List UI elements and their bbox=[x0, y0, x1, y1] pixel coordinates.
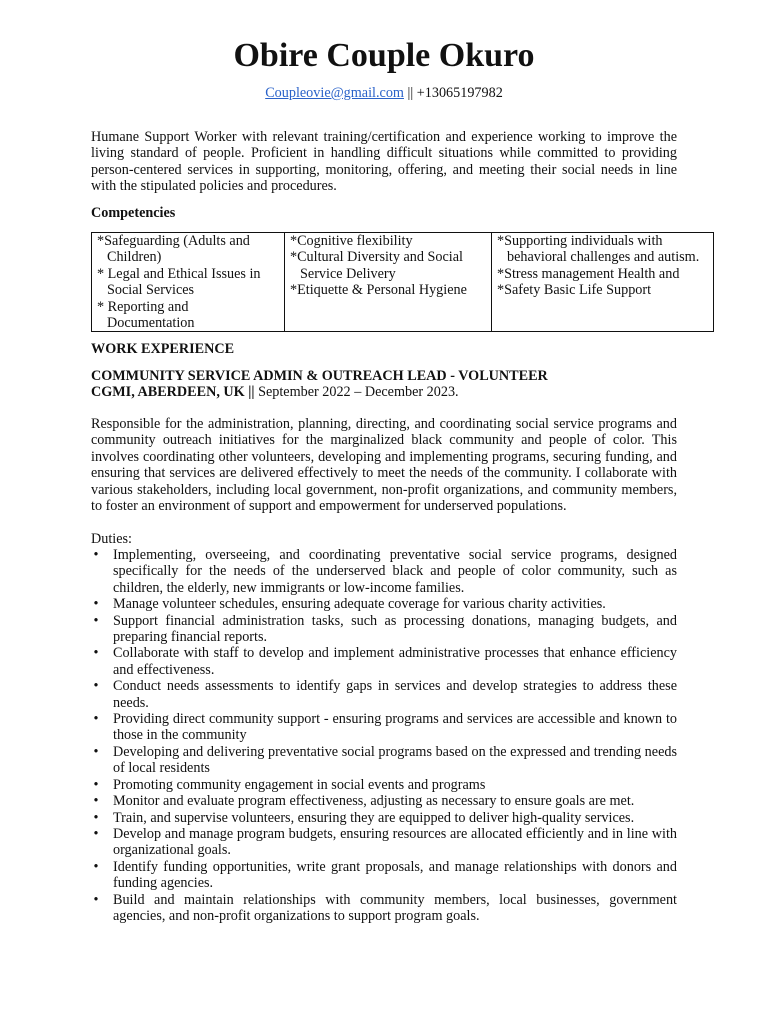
job-header bbox=[91, 368, 548, 401]
bullet-icon: • bbox=[93, 678, 99, 695]
duty-item bbox=[91, 596, 677, 612]
duties-label: Duties: bbox=[91, 531, 132, 547]
duty-item bbox=[91, 810, 677, 826]
duty-text: Build and maintain relationships with community members, local businesses, government agencies, and non-profit organizations to support program goals. bbox=[113, 891, 677, 924]
bullet-icon: • bbox=[93, 793, 99, 810]
duty-item bbox=[91, 777, 677, 793]
job-dates: September 2022 – December 2023. bbox=[254, 384, 459, 401]
competencies-column-2 bbox=[285, 233, 492, 332]
competency-item: * Reporting and Documentation bbox=[97, 298, 195, 332]
competency-item: *Supporting individuals with behavioral challenges and autism. bbox=[497, 233, 700, 266]
bullet-icon: • bbox=[93, 711, 99, 728]
job-role: COMMUNITY SERVICE ADMIN & OUTREACH LEAD - VOLUNTEER bbox=[91, 368, 548, 384]
candidate-name: Obire Couple Okuro bbox=[233, 37, 535, 74]
duty-text: Train, and supervise volunteers, ensuring they are equipped to deliver high-quality services. bbox=[113, 809, 635, 826]
phone-number: +13065197982 bbox=[416, 85, 503, 101]
duty-item bbox=[91, 711, 677, 744]
duty-item bbox=[91, 547, 677, 596]
duty-text: Support financial administration tasks, such as processing donations, managing budgets, and preparing financial reports. bbox=[113, 612, 677, 646]
bullet-icon: • bbox=[93, 858, 99, 875]
duty-text: Promoting community engagement in social events and programs bbox=[113, 776, 486, 793]
bullet-icon: • bbox=[93, 645, 99, 662]
duties-list bbox=[91, 547, 677, 924]
duty-item bbox=[91, 793, 677, 809]
competency-item: * Legal and Ethical Issues in Social Services bbox=[97, 265, 261, 299]
duty-text: Identify funding opportunities, write grant proposals, and manage relationships with donors and funding agencies. bbox=[113, 858, 677, 892]
duty-text: Providing direct community support - ensuring programs and services are accessible and known to those in the community bbox=[113, 711, 677, 744]
competency-item: *Safety Basic Life Support bbox=[497, 282, 652, 299]
duty-text: Developing and delivering preventative social programs based on the expressed and trending needs of local residents bbox=[113, 743, 677, 777]
duty-text: Implementing, overseeing, and coordinating preventative social service programs, designed specifically for the needs of the underserved black and people of color community, such as children, the elderly, new immigrants or low-income families. bbox=[113, 547, 677, 596]
duty-item bbox=[91, 859, 677, 892]
duty-text: Conduct needs assessments to identify gaps in services and develop strategies to address these needs. bbox=[113, 678, 677, 711]
duty-text: Develop and manage program budgets, ensuring resources are allocated efficiently and in line with organizational goals. bbox=[113, 825, 677, 859]
profile-summary: Humane Support Worker with relevant training/certification and experience working to improve the living standard of people. Proficient in handling difficult situations while committed to providing person-centered services in supporting, monitoring, offering, and meeting their social needs in line with the stipulated policies and procedures. bbox=[91, 129, 677, 195]
duty-item bbox=[91, 613, 677, 646]
competency-item: *Stress management Health and bbox=[497, 265, 680, 282]
contact-separator: || bbox=[403, 85, 417, 101]
competencies-column-1 bbox=[92, 233, 285, 332]
bullet-icon: • bbox=[93, 825, 99, 842]
duty-text: Monitor and evaluate program effectiveness, adjusting as necessary to ensure goals are met. bbox=[113, 793, 635, 810]
competency-item: *Etiquette & Personal Hygiene bbox=[290, 282, 467, 299]
duty-item bbox=[91, 892, 677, 925]
competencies-column-3 bbox=[492, 233, 714, 332]
duty-item bbox=[91, 645, 677, 678]
competency-item: *Safeguarding (Adults and Children) bbox=[97, 233, 250, 266]
email-link[interactable]: Coupleovie@gmail.com bbox=[265, 85, 404, 101]
competencies-row bbox=[92, 233, 714, 332]
contact-line bbox=[0, 85, 768, 101]
bullet-icon: • bbox=[93, 547, 99, 563]
competency-item: *Cognitive flexibility bbox=[290, 233, 413, 249]
bullet-icon: • bbox=[93, 596, 99, 613]
duty-item bbox=[91, 678, 677, 711]
duty-item bbox=[91, 744, 677, 777]
job-description: Responsible for the administration, planning, directing, and coordinating social service programs and community outreach initiatives for the marginalized black community and people of color. This involves coordinating other volunteers, developing and implementing programs, securing funding, and ensuring that services are delivered effectively to meet the needs of the community. I collaborate with various stakeholders, including local government, non-profit organizations, and community members, to foster an environment of support and empowerment for underserved populations. bbox=[91, 416, 677, 515]
duty-item bbox=[91, 826, 677, 859]
duty-text: Collaborate with staff to develop and implement administrative processes that enhance efficiency and effectiveness. bbox=[113, 645, 677, 678]
duty-text: Manage volunteer schedules, ensuring adequate coverage for various charity activities. bbox=[113, 596, 606, 613]
competencies-table bbox=[91, 232, 714, 332]
bullet-icon: • bbox=[93, 809, 99, 826]
bullet-icon: • bbox=[93, 743, 99, 760]
competency-item: *Cultural Diversity and Social Service Delivery bbox=[290, 249, 463, 282]
job-organization: CGMI, ABERDEEN, UK || bbox=[91, 384, 255, 401]
competencies-heading: Competencies bbox=[91, 205, 176, 221]
bullet-icon: • bbox=[93, 612, 99, 629]
bullet-icon: • bbox=[93, 776, 99, 793]
work-experience-heading: WORK EXPERIENCE bbox=[91, 341, 235, 357]
bullet-icon: • bbox=[93, 891, 99, 908]
